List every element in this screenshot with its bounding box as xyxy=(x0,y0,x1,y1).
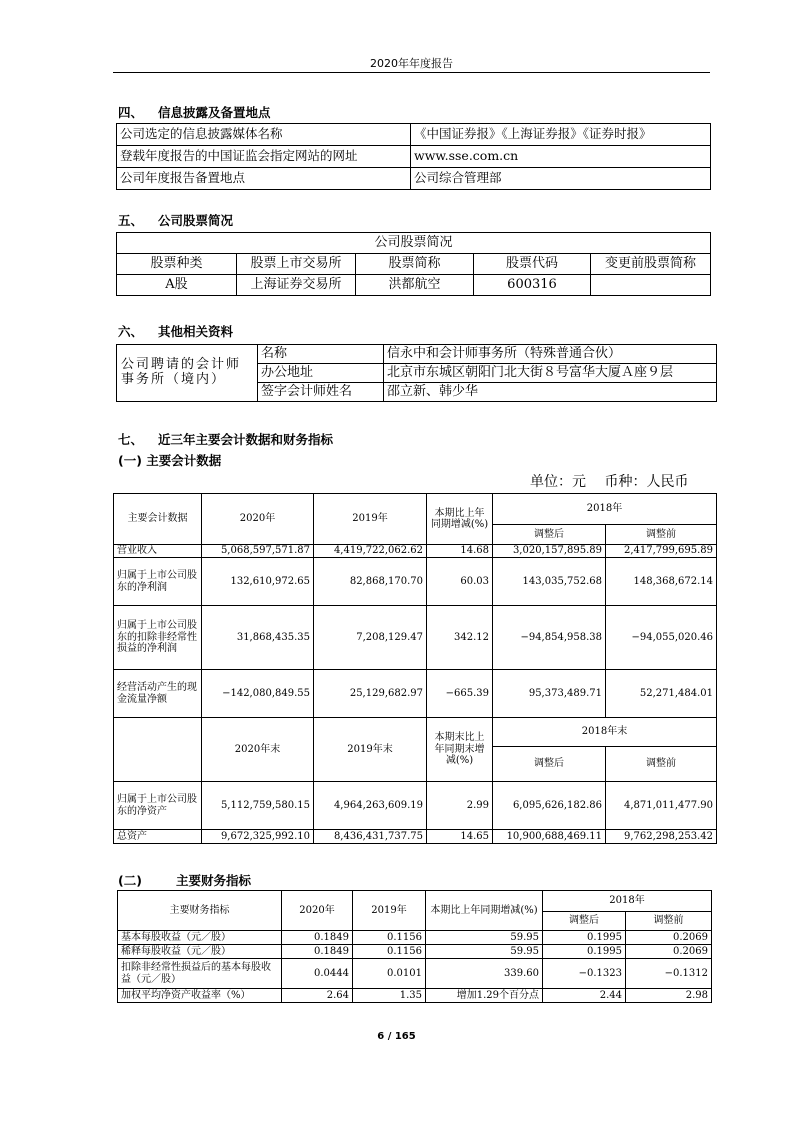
disclosure-table xyxy=(116,123,711,190)
value-cell: 0.1849 xyxy=(282,945,353,959)
table-row xyxy=(114,830,717,844)
empty-cell xyxy=(114,718,202,782)
disclosure-value: www.sse.com.cn xyxy=(411,146,711,168)
value-cell: 9,762,298,253.42 xyxy=(606,830,717,844)
row-label: 加权平均净资产收益率（%） xyxy=(118,989,282,1003)
disclosure-label: 公司年度报告备置地点 xyxy=(117,168,411,190)
column-header: 本期末比上年同期末增减(%) xyxy=(427,718,493,782)
column-header: 主要财务指标 xyxy=(118,891,282,931)
value-cell: −665.39 xyxy=(427,670,493,718)
value-cell: 增加1.29个百分点 xyxy=(426,989,543,1003)
financial-indicators-table xyxy=(117,890,712,1003)
value-cell: 0.1156 xyxy=(353,931,426,945)
stock-exchange: 上海证券交易所 xyxy=(237,275,356,296)
row-label: 扣除非经常性损益后的基本每股收益（元／股） xyxy=(118,959,282,989)
section-5-heading xyxy=(118,211,233,229)
value-cell: 0.2069 xyxy=(626,945,712,959)
row-label: 基本每股收益（元／股） xyxy=(118,931,282,945)
column-header: 主要会计数据 xyxy=(114,494,202,545)
column-header: 调整后 xyxy=(493,747,606,782)
table-row xyxy=(118,931,712,945)
value-cell: 0.0101 xyxy=(353,959,426,989)
row-label: 经营活动产生的现金流量净额 xyxy=(114,670,202,718)
value-cell: 4,964,263,609.19 xyxy=(314,782,427,830)
value-cell: 339.60 xyxy=(426,959,543,989)
row-label: 总资产 xyxy=(114,830,202,844)
table-row xyxy=(114,558,717,606)
row-label: 归属于上市公司股东的扣除非经常性损益的净利润 xyxy=(114,606,202,670)
column-header: 调整后 xyxy=(493,525,606,545)
table-row xyxy=(117,233,711,254)
value-cell: 2.99 xyxy=(427,782,493,830)
value-cell: −142,080,849.55 xyxy=(202,670,314,718)
column-header: 2020年 xyxy=(202,494,314,545)
section-7-heading xyxy=(118,430,333,448)
value-cell: 4,419,722,062.62 xyxy=(314,545,427,558)
value-cell: −0.1323 xyxy=(543,959,626,989)
column-header: 变更前股票简称 xyxy=(591,254,711,275)
value-cell: 5,112,759,580.15 xyxy=(202,782,314,830)
column-header: 调整前 xyxy=(626,912,712,931)
value-cell: 4,871,011,477.90 xyxy=(606,782,717,830)
value-cell: 59.95 xyxy=(426,931,543,945)
value-cell: 143,035,752.68 xyxy=(493,558,606,606)
row-label: 营业收入 xyxy=(114,545,202,558)
section-6-heading xyxy=(118,322,233,340)
accountant-label: 名称 xyxy=(258,345,384,364)
stock-type: A股 xyxy=(117,275,237,296)
column-header: 股票上市交易所 xyxy=(237,254,356,275)
accountant-value: 邵立新、韩少华 xyxy=(384,383,717,402)
value-cell: 0.1849 xyxy=(282,931,353,945)
currency-unit: 单位：元 币种：人民币 xyxy=(530,474,689,490)
table-row xyxy=(118,891,712,912)
subsection-2-title: 主要财务指标 xyxy=(176,873,252,888)
table-row xyxy=(114,606,717,670)
accounting-data-table xyxy=(113,493,717,844)
row-label: 归属于上市公司股东的净资产 xyxy=(114,782,202,830)
column-header: 2019年 xyxy=(314,494,427,545)
value-cell: −94,055,020.46 xyxy=(606,606,717,670)
subsection-2-heading xyxy=(118,871,251,889)
value-cell: 14.68 xyxy=(427,545,493,558)
table-row xyxy=(114,718,717,747)
table-row xyxy=(117,146,711,168)
column-header: 股票代码 xyxy=(474,254,591,275)
former-abbr xyxy=(591,275,711,296)
section-4-number: 四、 xyxy=(118,105,144,120)
table-row xyxy=(117,254,711,275)
stock-abbr: 洪都航空 xyxy=(356,275,474,296)
column-header: 本期比上年同期增减(%) xyxy=(427,494,493,545)
section-4-heading xyxy=(118,103,271,121)
value-cell: 148,368,672.14 xyxy=(606,558,717,606)
value-cell: 0.0444 xyxy=(282,959,353,989)
header-divider xyxy=(113,72,710,73)
value-cell: 2.98 xyxy=(626,989,712,1003)
section-6-number: 六、 xyxy=(118,324,144,339)
stock-table-title: 公司股票简况 xyxy=(117,233,711,254)
table-row xyxy=(114,494,717,525)
value-cell: 132,610,972.65 xyxy=(202,558,314,606)
subsection-2-number: (二) xyxy=(118,873,142,888)
section-5-number: 五、 xyxy=(118,213,144,228)
column-header: 2020年 xyxy=(282,891,353,931)
row-label: 稀释每股收益（元／股） xyxy=(118,945,282,959)
disclosure-label: 登载年度报告的中国证监会指定网站的网址 xyxy=(117,146,411,168)
disclosure-label: 公司选定的信息披露媒体名称 xyxy=(117,124,411,146)
section-5-title: 公司股票简况 xyxy=(158,213,234,228)
value-cell: 2.64 xyxy=(282,989,353,1003)
value-cell: 10,900,688,469.11 xyxy=(493,830,606,844)
disclosure-value: 《中国证券报》《上海证券报》《证券时报》 xyxy=(411,124,711,146)
accountant-label: 办公地址 xyxy=(258,364,384,383)
section-6-title: 其他相关资料 xyxy=(158,324,234,339)
column-header: 2019年末 xyxy=(314,718,427,782)
column-header: 2018年末 xyxy=(493,718,717,747)
column-header: 2018年 xyxy=(493,494,717,525)
column-header: 股票种类 xyxy=(117,254,237,275)
value-cell: 8,436,431,737.75 xyxy=(314,830,427,844)
value-cell: 7,208,129.47 xyxy=(314,606,427,670)
value-cell: 342.12 xyxy=(427,606,493,670)
accountant-table xyxy=(116,344,717,402)
value-cell: 14.65 xyxy=(427,830,493,844)
accountant-label: 签字会计师姓名 xyxy=(258,383,384,402)
value-cell: −94,854,958.38 xyxy=(493,606,606,670)
table-row xyxy=(118,989,712,1003)
value-cell: 0.1156 xyxy=(353,945,426,959)
table-row xyxy=(117,275,711,296)
value-cell: 59.95 xyxy=(426,945,543,959)
table-row xyxy=(114,545,717,558)
disclosure-value: 公司综合管理部 xyxy=(411,168,711,190)
table-row xyxy=(114,782,717,830)
column-header: 调整前 xyxy=(606,747,717,782)
accountant-value: 北京市东城区朝阳门北大街８号富华大厦Ａ座９层 xyxy=(384,364,717,383)
value-cell: 82,868,170.70 xyxy=(314,558,427,606)
row-label: 归属于上市公司股东的净利润 xyxy=(114,558,202,606)
value-cell: 6,095,626,182.86 xyxy=(493,782,606,830)
column-header: 2019年 xyxy=(353,891,426,931)
value-cell: 0.2069 xyxy=(626,931,712,945)
column-header: 2020年末 xyxy=(202,718,314,782)
table-row xyxy=(118,945,712,959)
value-cell: 60.03 xyxy=(427,558,493,606)
value-cell: 31,868,435.35 xyxy=(202,606,314,670)
accountant-value: 信永中和会计师事务所（特殊普通合伙） xyxy=(384,345,717,364)
column-header: 本期比上年同期增减(%) xyxy=(426,891,543,931)
accountant-group-label: 公司聘请的会计师事务所（境内） xyxy=(117,345,258,402)
table-row xyxy=(117,124,711,146)
table-row xyxy=(117,345,717,364)
value-cell: 0.1995 xyxy=(543,931,626,945)
column-header: 调整后 xyxy=(543,912,626,931)
table-row xyxy=(114,670,717,718)
page-number: 6 / 165 xyxy=(377,1031,416,1042)
section-7-number: 七、 xyxy=(118,432,144,447)
value-cell: 9,672,325,992.10 xyxy=(202,830,314,844)
stock-table xyxy=(116,232,711,296)
value-cell: −0.1312 xyxy=(626,959,712,989)
value-cell: 1.35 xyxy=(353,989,426,1003)
value-cell: 3,020,157,895.89 xyxy=(493,545,606,558)
section-7-title: 近三年主要会计数据和财务指标 xyxy=(158,432,334,447)
column-header: 调整前 xyxy=(606,525,717,545)
page-header: 2020年年度报告 xyxy=(370,57,453,70)
column-header: 股票简称 xyxy=(356,254,474,275)
value-cell: 52,271,484.01 xyxy=(606,670,717,718)
value-cell: 2.44 xyxy=(543,989,626,1003)
subsection-1-heading: (一) 主要会计数据 xyxy=(118,453,222,468)
value-cell: 95,373,489.71 xyxy=(493,670,606,718)
table-row xyxy=(117,168,711,190)
column-header: 2018年 xyxy=(543,891,712,912)
section-4-title: 信息披露及备置地点 xyxy=(158,105,271,120)
table-row xyxy=(118,959,712,989)
value-cell: 25,129,682.97 xyxy=(314,670,427,718)
stock-code: 600316 xyxy=(474,275,591,296)
value-cell: 2,417,799,695.89 xyxy=(606,545,717,558)
value-cell: 0.1995 xyxy=(543,945,626,959)
value-cell: 5,068,597,571.87 xyxy=(202,545,314,558)
